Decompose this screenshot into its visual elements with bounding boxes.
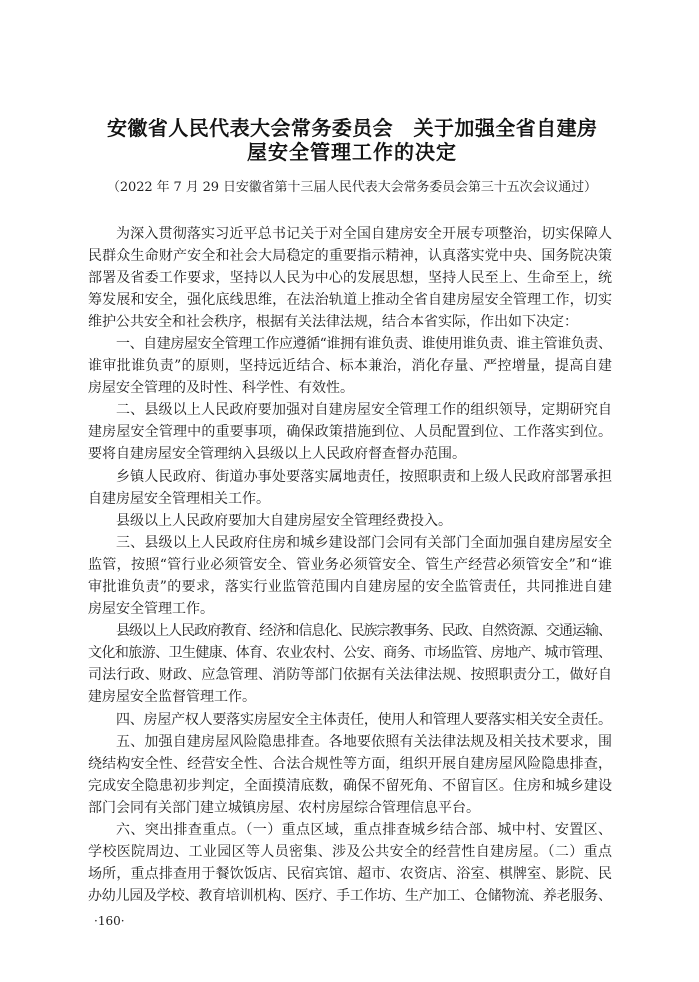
text-line: 县级以上人民政府教育、经济和信息化、民族宗教事务、民政、自然资源、交通运输、	[116, 623, 612, 640]
body-paragraph	[88, 333, 612, 399]
text-line: 场所，重点排查用于餐饮饭店、民宿宾馆、超市、农资店、浴室、棋牌室、影院、民	[88, 866, 613, 883]
text-line: 审批谁负责”的要求，落实行业监管范围内自建房屋的安全监管责任，共同推进自建	[88, 579, 613, 595]
body-paragraph	[88, 223, 612, 333]
text-line: 监管，按照“管行业必须管安全、管业务必须管安全、管生产经营必须管安全”和“谁	[88, 556, 613, 573]
body-paragraph	[88, 399, 612, 465]
text-line: 学校医院周边、工业园区等人员密集、涉及公共安全的经营性自建房屋。（二）重点	[88, 844, 613, 861]
document-title	[107, 116, 597, 164]
text-line: 县级以上人民政府要加大自建房屋安全管理经费投入。	[116, 512, 452, 529]
title-line-1: 安徽省人民代表大会常务委员会 关于加强全省自建房	[107, 116, 598, 140]
text-line: 房屋安全管理的及时性、科学性、有效性。	[88, 380, 354, 397]
body-paragraph	[88, 731, 612, 819]
text-line: 建房屋安全监督管理工作。	[88, 689, 256, 706]
text-line: 谁审批谁负责”的原则，坚持远近结合、标本兼治，消化存量、严控增量，提高自建	[88, 358, 613, 375]
body-text	[88, 223, 612, 908]
body-paragraph	[88, 819, 612, 907]
body-paragraph	[88, 466, 612, 510]
text-line: 部门会同有关部门建立城镇房屋、农村房屋综合管理信息平台。	[88, 799, 480, 816]
body-paragraph	[88, 532, 612, 620]
text-line: 为深入贯彻落实习近平总书记关于对全国自建房安全开展专项整治，切实保障人	[116, 225, 613, 242]
text-line: 四、房屋产权人要落实房屋安全主体责任，使用人和管理人要落实相关安全责任。	[116, 711, 612, 728]
text-line: 建房屋安全管理中的重要事项，确保政策措施到位、人员配置到位、工作落实到位。	[88, 424, 613, 441]
text-line: 民群众生命财产安全和社会大局稳定的重要指示精神，认真落实党中央、国务院决策	[88, 247, 613, 264]
text-line: 文化和旅游、卫生健康、体育、农业农村、公安、商务、市场监管、房地产、城市管理、	[88, 645, 612, 662]
title-line-2: 屋安全管理工作的决定	[247, 140, 457, 164]
adoption-note: （2022 年 7 月 29 日安徽省第十三届人民代表大会常务委员会第三十五次会议通过）	[107, 180, 597, 195]
body-paragraph	[88, 709, 612, 731]
text-line: 二、县级以上人民政府要加强对自建房屋安全管理工作的组织领导，定期研究自	[116, 402, 613, 419]
text-line: 五、加强自建房屋风险隐患排查。各地要依照有关法律法规及相关技术要求，围	[116, 733, 613, 750]
text-line: 部署及省委工作要求，坚持以人民为中心的发展思想，坚持人民至上、生命至上，统	[88, 269, 613, 286]
text-line: 一、自建房屋安全管理工作应遵循“谁拥有谁负责、谁使用谁负责、谁主管谁负责、	[116, 335, 612, 352]
body-paragraph	[88, 510, 612, 532]
body-paragraph	[88, 620, 612, 708]
text-line: 绕结构安全性、经营安全性、合法合规性等方面，组织开展自建房屋风险隐患排查，	[88, 755, 613, 772]
text-line: 完成安全隐患初步判定，全面摸清底数，确保不留死角、不留盲区。住房和城乡建设	[88, 777, 613, 794]
text-line: 六、突出排查重点。（一）重点区域，重点排查城乡结合部、城中村、安置区、	[116, 822, 613, 839]
text-line: 办幼儿园及学校、教育培训机构、医疗、手工作坊、生产加工、仓储物流、养老服务、	[88, 888, 612, 905]
text-line: 要将自建房屋安全管理纳入县级以上人民政府督查督办范围。	[88, 446, 466, 463]
text-line: 筹发展和安全，强化底线思维，在法治轨道上推动全省自建房屋安全管理工作，切实	[88, 291, 613, 308]
text-line: 三、县级以上人民政府住房和城乡建设部门会同有关部门全面加强自建房屋安全	[116, 534, 613, 551]
text-line: 自建房屋安全管理相关工作。	[88, 490, 270, 507]
text-line: 维护公共安全和社会秩序，根据有关法律法规，结合本省实际，作出如下决定：	[88, 313, 578, 330]
page-number: ·160·	[94, 914, 125, 928]
text-line: 司法行政、财政、应急管理、消防等部门依据有关法律法规、按照职责分工，做好自	[88, 667, 613, 684]
text-line: 乡镇人民政府、街道办事处要落实属地责任，按照职责和上级人民政府部署承担	[116, 468, 613, 485]
text-line: 房屋安全管理工作。	[88, 601, 214, 618]
